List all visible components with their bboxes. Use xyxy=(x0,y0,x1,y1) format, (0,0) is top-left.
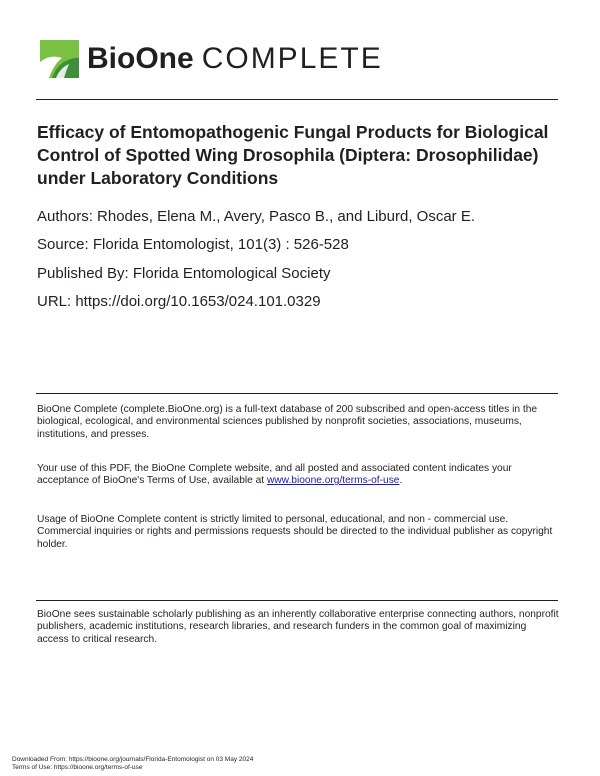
notice-usage-restrictions: Usage of BioOne Complete content is strictly limited to personal, educational, and non - commercial use. Commercial inquiries or rights and permissions requests should be directed to the individual publisher as copyright holder. xyxy=(37,514,553,550)
notice-terms-of-use xyxy=(37,463,559,488)
footer-downloaded-from: Downloaded From: https://bioone.org/journals/Florida-Entomologist on 03 May 2024 xyxy=(12,756,254,763)
terms-text-suffix: . xyxy=(399,475,403,487)
logo-wordmark xyxy=(87,40,383,78)
bioone-leaf-logo-icon xyxy=(40,40,79,78)
bioone-complete-logo xyxy=(40,40,383,78)
article-authors: Authors: Rhodes, Elena M., Avery, Pasco B., and Liburd, Oscar E. xyxy=(37,208,475,225)
footer-terms-of-use: Terms of Use: https://bioone.org/terms-of-use xyxy=(12,764,143,771)
mission-divider xyxy=(36,600,558,601)
notice-divider xyxy=(36,393,558,394)
header-divider xyxy=(36,99,558,100)
notice-database-description: BioOne Complete (complete.BioOne.org) is a full-text database of 200 subscribed and open-access titles in the biological, ecological, and environmental sciences published by nonprofit societies, associations, museums, institutions, and presses. xyxy=(37,404,538,440)
logo-text-complete: COMPLETE xyxy=(201,42,383,75)
article-publisher: Published By: Florida Entomological Society xyxy=(37,265,331,282)
logo-text-bio: Bio xyxy=(87,42,136,75)
terms-text-prefix: Your use of this PDF, the BioOne Complete website, and all posted and associated content indicates your acceptance of BioOne's Terms of Use, available at xyxy=(37,463,512,487)
mission-statement: BioOne sees sustainable scholarly publishing as an inherently collaborative enterprise connecting authors, nonprofit publishers, academic institutions, research libraries, and research funders in the common goal of maximizing access to critical research. xyxy=(37,609,559,645)
logo-text-one: One xyxy=(135,42,194,75)
article-title: Efficacy of Entomopathogenic Fungal Products for Biological Control of Spotted Wing Drosophila (Diptera: Drosophilidae) under Laboratory Conditions xyxy=(37,122,549,188)
article-doi-url[interactable]: URL: https://doi.org/10.1653/024.101.0329 xyxy=(37,293,321,310)
article-source: Source: Florida Entomologist, 101(3) : 526-528 xyxy=(37,236,349,253)
terms-of-use-link[interactable]: www.bioone.org/terms-of-use xyxy=(266,475,400,487)
